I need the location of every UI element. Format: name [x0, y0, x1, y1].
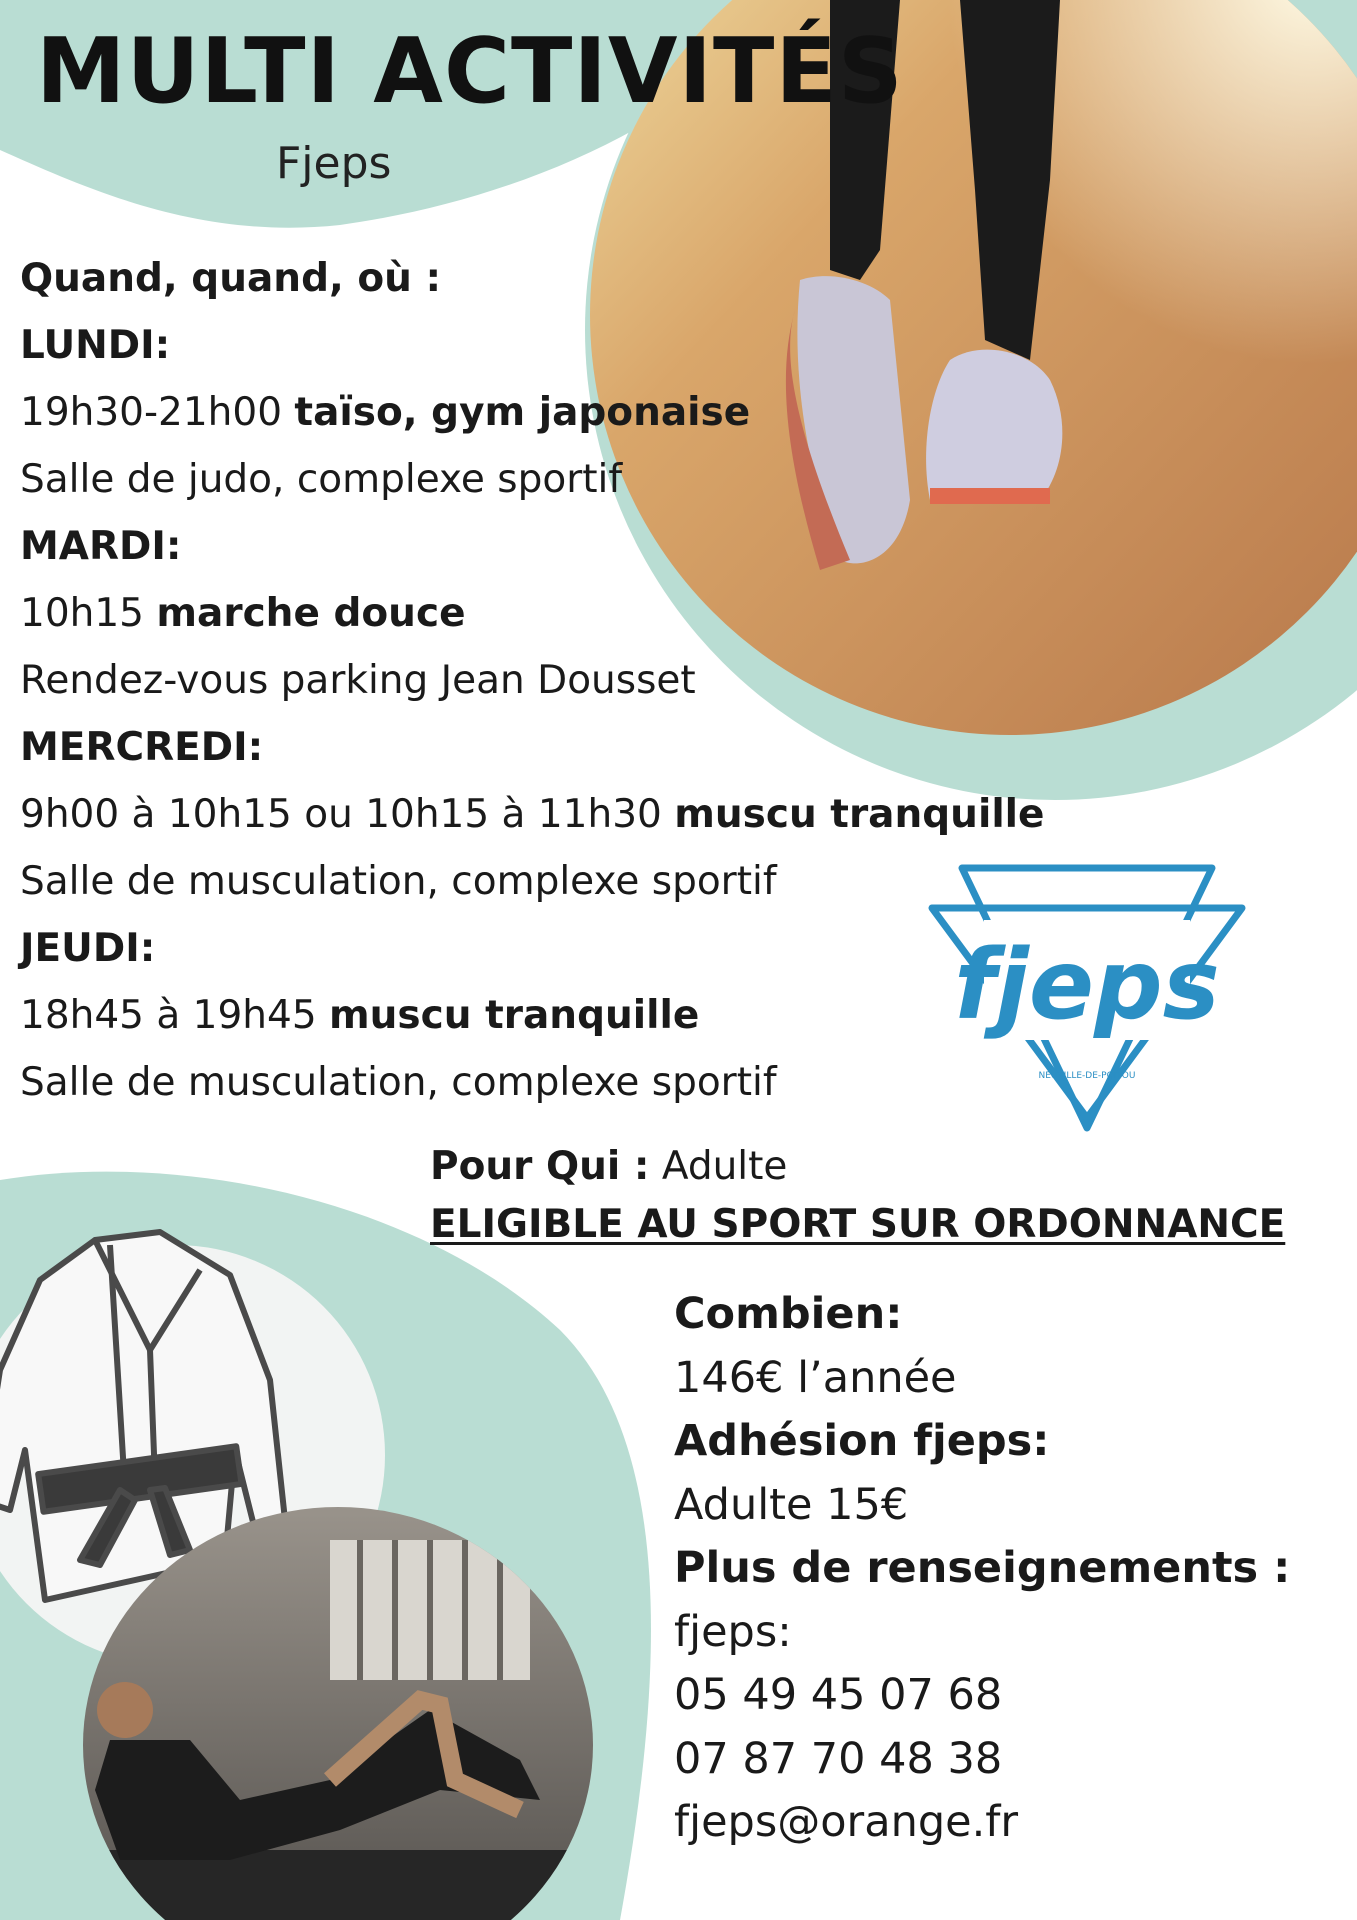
fjeps-logo	[922, 860, 1252, 1145]
contact-phone-1: 05 49 45 07 68	[674, 1670, 1003, 1720]
contact-label: Plus de renseignements :	[674, 1543, 1291, 1593]
schedule-heading: Quand, quand, où :	[20, 256, 442, 301]
session-activity: muscu tranquille	[329, 993, 700, 1038]
session-line	[20, 982, 1020, 1049]
session-line	[20, 580, 1020, 647]
membership-label: Adhésion fjeps:	[674, 1416, 1050, 1466]
session-place: Salle de judo, complexe sportif	[20, 457, 623, 502]
audience-line	[430, 1138, 1285, 1196]
day-label: LUNDI:	[20, 323, 171, 368]
audience-label: Pour Qui :	[430, 1144, 650, 1189]
session-line	[20, 781, 1045, 848]
session-place: Salle de musculation, complexe sportif	[20, 1060, 777, 1105]
price-label: Combien:	[674, 1289, 903, 1339]
session-activity: muscu tranquille	[674, 792, 1045, 837]
pricing-contact-section	[674, 1283, 1290, 1855]
day-label: MERCREDI:	[20, 725, 264, 770]
contact-phone-2: 07 87 70 48 38	[674, 1733, 1003, 1784]
session-place: Rendez-vous parking Jean Dousset	[20, 658, 696, 703]
membership-value: Adulte 15€	[674, 1479, 909, 1530]
day-label: JEUDI:	[20, 926, 156, 971]
price-value: 146€ l’année	[674, 1352, 957, 1403]
audience-section	[430, 1138, 1285, 1254]
eligibility-note: ELIGIBLE AU SPORT SUR ORDONNANCE	[430, 1202, 1286, 1247]
session-activity: marche douce	[156, 591, 466, 636]
session-activity: taïso, gym japonaise	[294, 390, 751, 435]
session-time: 18h45 à 19h45	[20, 993, 330, 1038]
contact-org: fjeps:	[674, 1606, 792, 1657]
session-line	[20, 379, 1020, 446]
logo-locality: NEUVILLE-DE-POITOU	[1038, 1071, 1136, 1081]
contact-email: fjeps@orange.fr	[674, 1797, 1019, 1847]
logo-text: fjeps	[954, 929, 1220, 1041]
day-label: MARDI:	[20, 524, 182, 569]
session-time: 9h00 à 10h15 ou 10h15 à 11h30	[20, 792, 675, 837]
session-time: 10h15	[20, 591, 157, 636]
audience-value: Adulte	[649, 1144, 788, 1189]
page-subtitle: Fjeps	[276, 138, 392, 189]
session-place: Salle de musculation, complexe sportif	[20, 859, 777, 904]
schedule-section	[20, 245, 1045, 1116]
page-title: MULTI ACTIVITÉS	[36, 19, 904, 124]
session-time: 19h30-21h00	[20, 390, 295, 435]
